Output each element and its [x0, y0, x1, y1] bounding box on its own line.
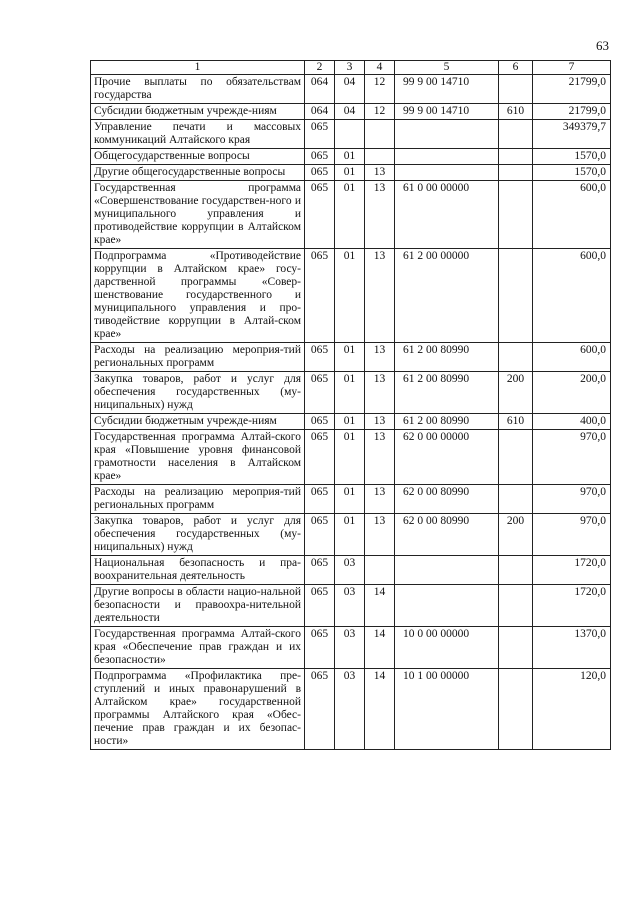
row-expense-type: 200 [499, 372, 533, 414]
row-target-article: 61 2 00 80990 [395, 414, 499, 430]
row-subsection: 13 [365, 414, 395, 430]
row-amount: 600,0 [533, 343, 611, 372]
table-row [91, 149, 611, 165]
row-admin-code: 065 [305, 585, 335, 627]
row-amount: 1570,0 [533, 149, 611, 165]
row-section: 01 [335, 485, 365, 514]
col-header: 1 [91, 61, 305, 75]
row-expense-type [499, 149, 533, 165]
table-row [91, 372, 611, 414]
row-subsection: 13 [365, 181, 395, 249]
row-section [335, 120, 365, 149]
row-name: Закупка товаров, работ и услуг для обеспечения государственных (му-ниципальных) нужд [91, 372, 305, 414]
row-amount: 970,0 [533, 430, 611, 485]
row-name: Государственная программа Алтай-ского края «Обеспечение прав граждан и их безопасности» [91, 627, 305, 669]
row-amount: 970,0 [533, 485, 611, 514]
table-row [91, 120, 611, 149]
row-name: Подпрограмма «Противодействие коррупции в Алтайском крае» госу-дарственной программы «Совер-шенствование государственного и муниципального управления и про-тиводействие коррупции в Алтай-ском крае» [91, 249, 305, 343]
row-expense-type [499, 556, 533, 585]
row-target-article: 62 0 00 00000 [395, 430, 499, 485]
table-row [91, 627, 611, 669]
table-row [91, 104, 611, 120]
row-admin-code: 064 [305, 104, 335, 120]
row-amount: 970,0 [533, 514, 611, 556]
row-admin-code: 065 [305, 556, 335, 585]
table-row [91, 343, 611, 372]
row-expense-type [499, 585, 533, 627]
row-name: Субсидии бюджетным учрежде-ниям [91, 104, 305, 120]
row-expense-type [499, 430, 533, 485]
row-expense-type [499, 343, 533, 372]
row-target-article: 62 0 00 80990 [395, 485, 499, 514]
row-section: 01 [335, 165, 365, 181]
row-target-article: 61 2 00 00000 [395, 249, 499, 343]
row-subsection [365, 556, 395, 585]
row-subsection [365, 149, 395, 165]
row-admin-code: 065 [305, 343, 335, 372]
row-name: Закупка товаров, работ и услуг для обеспечения государственных (му-ниципальных) нужд [91, 514, 305, 556]
row-name: Подпрограмма «Профилактика пре-ступлений и иных правонарушений в Алтайском крае» государственной программы Алтайского края «Обес-печение прав граждан и их безопас-ности» [91, 669, 305, 750]
row-section: 03 [335, 627, 365, 669]
row-expense-type [499, 120, 533, 149]
row-target-article [395, 165, 499, 181]
row-subsection: 14 [365, 669, 395, 750]
row-expense-type [499, 181, 533, 249]
row-section: 01 [335, 414, 365, 430]
row-section: 01 [335, 181, 365, 249]
row-name: Расходы на реализацию мероприя-тий региональных программ [91, 343, 305, 372]
row-subsection [365, 120, 395, 149]
row-amount: 200,0 [533, 372, 611, 414]
row-admin-code: 065 [305, 669, 335, 750]
row-target-article: 10 1 00 00000 [395, 669, 499, 750]
row-amount: 349379,7 [533, 120, 611, 149]
row-admin-code: 065 [305, 414, 335, 430]
row-expense-type: 200 [499, 514, 533, 556]
table-row [91, 485, 611, 514]
table-row [91, 181, 611, 249]
row-expense-type [499, 249, 533, 343]
col-header: 4 [365, 61, 395, 75]
row-target-article [395, 120, 499, 149]
row-expense-type [499, 75, 533, 104]
row-target-article [395, 149, 499, 165]
col-header: 3 [335, 61, 365, 75]
row-subsection: 12 [365, 104, 395, 120]
row-expense-type [499, 165, 533, 181]
row-section: 03 [335, 669, 365, 750]
row-section: 01 [335, 249, 365, 343]
row-amount: 600,0 [533, 249, 611, 343]
row-admin-code: 065 [305, 485, 335, 514]
row-amount: 21799,0 [533, 104, 611, 120]
row-amount: 400,0 [533, 414, 611, 430]
row-amount: 600,0 [533, 181, 611, 249]
header-row [91, 61, 611, 75]
row-subsection: 13 [365, 343, 395, 372]
col-header: 5 [395, 61, 499, 75]
row-name: Государственная программа «Совершенствование государствен-ного и муниципального управления и противодействие коррупции в Алтайском крае» [91, 181, 305, 249]
row-admin-code: 065 [305, 430, 335, 485]
row-expense-type: 610 [499, 414, 533, 430]
row-target-article [395, 585, 499, 627]
row-admin-code: 065 [305, 514, 335, 556]
row-expense-type: 610 [499, 104, 533, 120]
row-admin-code: 065 [305, 149, 335, 165]
row-name: Прочие выплаты по обязательствам государства [91, 75, 305, 104]
row-admin-code: 065 [305, 627, 335, 669]
row-subsection: 13 [365, 485, 395, 514]
row-section: 03 [335, 585, 365, 627]
row-section: 04 [335, 104, 365, 120]
col-header: 7 [533, 61, 611, 75]
row-section: 04 [335, 75, 365, 104]
row-expense-type [499, 627, 533, 669]
table-row [91, 514, 611, 556]
row-target-article: 61 0 00 00000 [395, 181, 499, 249]
row-subsection: 13 [365, 165, 395, 181]
row-subsection: 13 [365, 430, 395, 485]
row-section: 01 [335, 514, 365, 556]
row-subsection: 13 [365, 514, 395, 556]
row-subsection: 14 [365, 627, 395, 669]
table-row [91, 556, 611, 585]
row-target-article: 99 9 00 14710 [395, 104, 499, 120]
row-name: Субсидии бюджетным учрежде-ниям [91, 414, 305, 430]
row-section: 01 [335, 372, 365, 414]
row-subsection: 13 [365, 249, 395, 343]
row-name: Управление печати и массовых коммуникаций Алтайского края [91, 120, 305, 149]
row-admin-code: 065 [305, 249, 335, 343]
table-row [91, 669, 611, 750]
row-section: 03 [335, 556, 365, 585]
row-subsection: 13 [365, 372, 395, 414]
row-amount: 1720,0 [533, 556, 611, 585]
row-admin-code: 065 [305, 372, 335, 414]
page-number: 63 [596, 38, 609, 53]
row-subsection: 14 [365, 585, 395, 627]
row-amount: 120,0 [533, 669, 611, 750]
row-amount: 21799,0 [533, 75, 611, 104]
row-section: 01 [335, 343, 365, 372]
row-target-article: 61 2 00 80990 [395, 343, 499, 372]
row-section: 01 [335, 149, 365, 165]
row-target-article: 61 2 00 80990 [395, 372, 499, 414]
table-row [91, 414, 611, 430]
row-target-article: 10 0 00 00000 [395, 627, 499, 669]
col-header: 6 [499, 61, 533, 75]
row-admin-code: 064 [305, 75, 335, 104]
row-target-article: 99 9 00 14710 [395, 75, 499, 104]
row-target-article [395, 556, 499, 585]
row-name: Другие вопросы в области нацио-нальной безопасности и правоохра-нительной деятельности [91, 585, 305, 627]
row-name: Расходы на реализацию мероприя-тий региональных программ [91, 485, 305, 514]
row-amount: 1720,0 [533, 585, 611, 627]
row-target-article: 62 0 00 80990 [395, 514, 499, 556]
row-name: Другие общегосударственные вопросы [91, 165, 305, 181]
row-section: 01 [335, 430, 365, 485]
budget-table [90, 60, 611, 750]
row-name: Государственная программа Алтай-ского края «Повышение уровня финансовой грамотности населения в Алтайском крае» [91, 430, 305, 485]
row-admin-code: 065 [305, 165, 335, 181]
row-expense-type [499, 669, 533, 750]
table-row [91, 430, 611, 485]
row-amount: 1370,0 [533, 627, 611, 669]
row-admin-code: 065 [305, 120, 335, 149]
table-row [91, 249, 611, 343]
row-amount: 1570,0 [533, 165, 611, 181]
row-name: Национальная безопасность и пра-воохранительная деятельность [91, 556, 305, 585]
row-admin-code: 065 [305, 181, 335, 249]
row-expense-type [499, 485, 533, 514]
table-row [91, 585, 611, 627]
row-subsection: 12 [365, 75, 395, 104]
row-name: Общегосударственные вопросы [91, 149, 305, 165]
table-row [91, 165, 611, 181]
table-row [91, 75, 611, 104]
col-header: 2 [305, 61, 335, 75]
